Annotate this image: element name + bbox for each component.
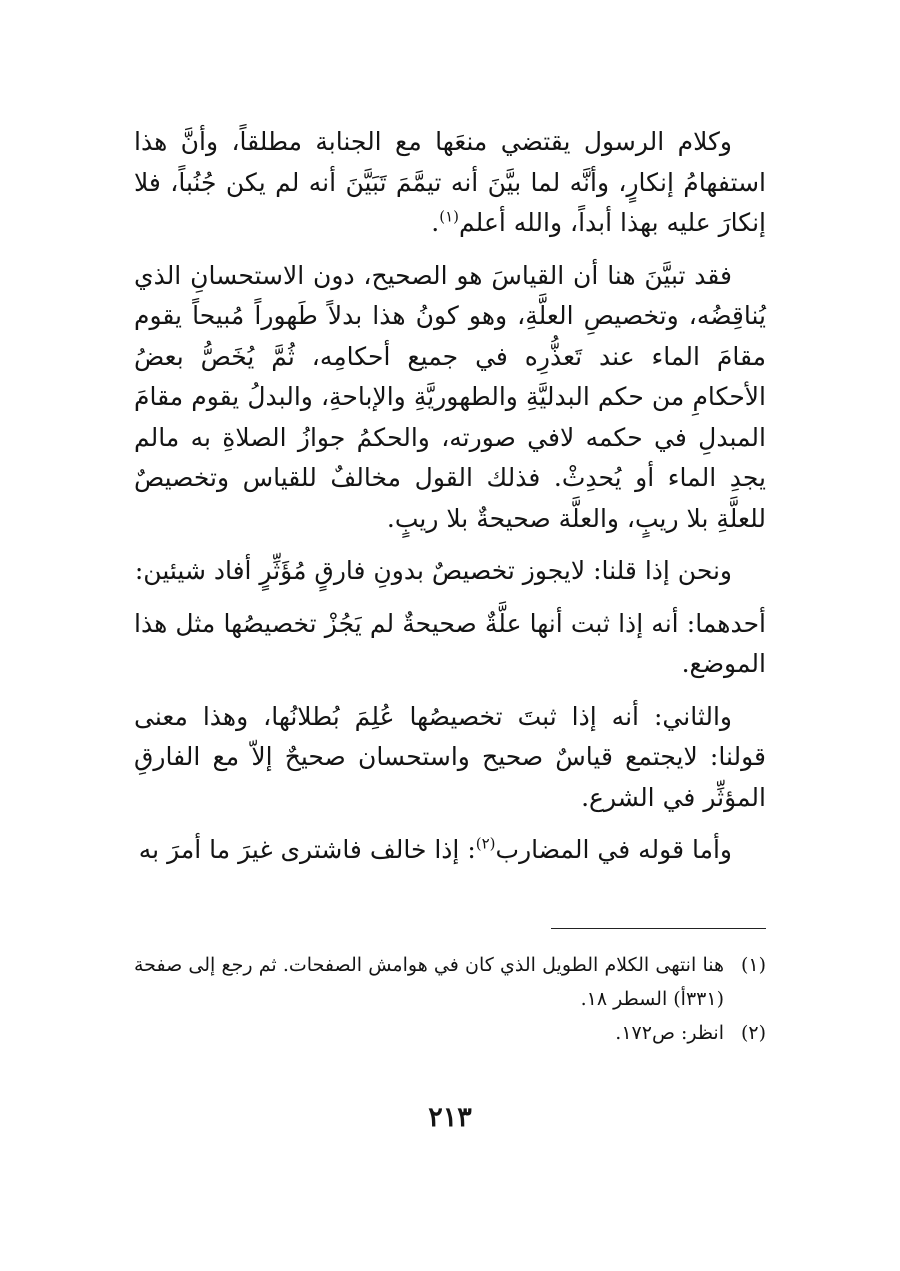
footnote-ref-2: (٢) bbox=[475, 834, 496, 853]
footnote-2-number: (٢) bbox=[740, 1022, 766, 1044]
paragraph-6 bbox=[134, 830, 766, 871]
paragraph-1 bbox=[134, 122, 766, 244]
main-text bbox=[134, 122, 766, 871]
footnote-2 bbox=[134, 1016, 766, 1050]
paragraph-3: ونحن إذا قلنا: لايجوز تخصيصٌ بدونِ فارقٍ مُؤَثِّرٍ أفاد شيئين: bbox=[134, 556, 732, 585]
footnote-divider bbox=[551, 928, 766, 929]
paragraph-1-text: وكلام الرسول يقتضي منعَها مع الجنابة مطلقاً، وأنَّ هذا استفهامُ إنكارٍ، وأنَّه لما بيَّنَ أنه تيمَّمَ تَبَيَّنَ أنه لم يكن جُنُباً، فلا إنكارَ عليه بهذا أبداً، والله أعلم bbox=[134, 127, 766, 237]
footnote-ref-1: (١) bbox=[439, 207, 460, 226]
footnote-1 bbox=[134, 948, 766, 1016]
book-page bbox=[134, 122, 766, 1191]
paragraph-6-text: وأما قوله في المضارب bbox=[495, 835, 732, 864]
page-number: ٢١٣ bbox=[428, 1102, 472, 1133]
footnotes bbox=[134, 948, 766, 1050]
paragraph-6-end: : إذا خالف فاشترى غيرَ ما أمرَ به bbox=[138, 835, 476, 864]
footnote-1-text: هنا انتهى الكلام الطويل الذي كان في هوامش الصفحات. ثم رجع إلى صفحة (٣٣١أ) السطر ١٨. bbox=[134, 954, 724, 1010]
paragraph-4: أحدهما: أنه إذا ثبت أنها علَّةٌ صحيحةٌ لم يَجُزْ تخصيصُها مثل هذا الموضع. bbox=[134, 608, 766, 678]
paragraph-5: والثاني: أنه إذا ثبتَ تخصيصُها عُلِمَ بُطلانُها، وهذا معنى قولنا: لايجتمع قياسٌ صحيح واستحسان صحيحٌ إلاّ مع الفارقِ المؤثِّر في الشرع. bbox=[134, 701, 766, 812]
footnote-1-number: (١) bbox=[740, 954, 766, 976]
footnote-2-text: انظر: ص١٧٢. bbox=[615, 1022, 724, 1044]
paragraph-2: فقد تبيَّنَ هنا أن القياسَ هو الصحيح، دون الاستحسانِ الذي يُناقِضُه، وتخصيصِ العلَّةِ، وهو كونُ هذا بدلاً طَهوراً مُبيحاً يقوم مقامَ الماء عند تَعذُّرِه في جميع أحكامِه، ثُمَّ يُخَصُّ بعضُ الأحكامِ من حكم البدليَّةِ والطهوريَّةِ والإباحةِ، والبدلُ يقوم مقامَ المبدلِ في حكمه لافي صورته، والحكمُ جوازُ الصلاةِ به مالم يجدِ الماء أو يُحدِثْ. فذلك القول مخالفٌ للقياس وتخصيصٌ للعلَّةِ بلا ريبٍ، والعلَّة صحيحةٌ بلا ريبٍ. bbox=[134, 260, 766, 533]
paragraph-1-end: . bbox=[431, 208, 440, 237]
